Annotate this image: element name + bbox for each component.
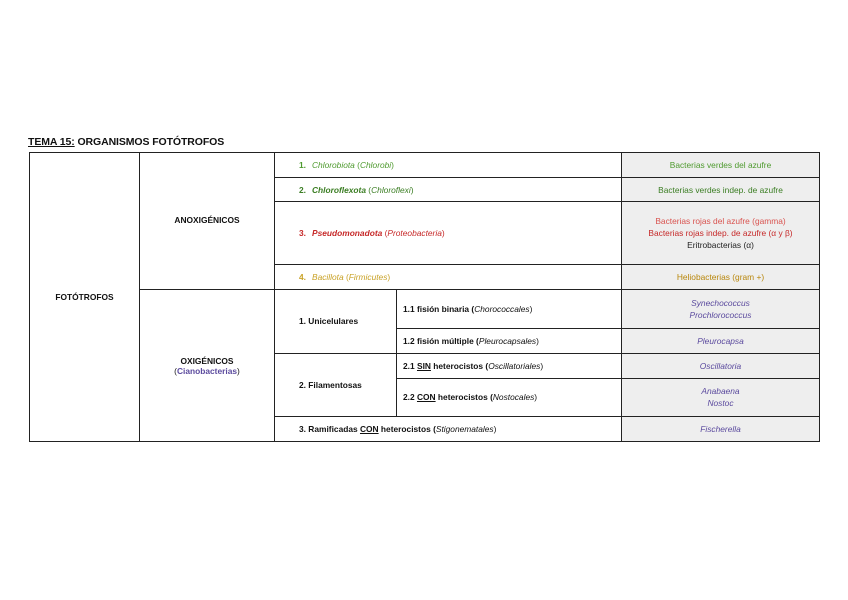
pseudomonadota-result: Bacterias rojas del azufre (gamma) Bacterias rojas indep. de azufre (α y β) Eritrobacterias (α) [622,202,820,265]
title-rest: ORGANISMOS FOTÓTROFOS [74,136,225,148]
pseudomonadota-cell: 3. Pseudomonadota (Proteobacteria) [275,202,622,265]
fototrofos-cell: FOTÓTROFOS [30,153,140,442]
chloroflexota-cell: 2. Chloroflexota (Chloroflexi) [275,178,622,202]
ramificadas-cell: 3. Ramificadas CON heterocistos (Stigonematales) [275,417,622,442]
sin-heterocistos-cell: 2.1 SIN heterocistos (Oscillatoriales) [397,353,622,378]
unicelulares-cell: 1. Unicelulares [275,290,397,354]
table-row [30,290,820,328]
bacillota-result: Heliobacterias (gram +) [622,265,820,290]
chlorobiota-result: Bacterias verdes del azufre [622,153,820,178]
fision-binaria-cell: 1.1 fisión binaria (Chorococcales) [397,290,622,329]
fision-multiple-result: Pleurocapsa [622,328,820,353]
con-heterocistos-result: Anabaena Nostoc [622,378,820,417]
fision-multiple-cell: 1.2 fisión múltiple (Pleurocapsales) [397,328,622,353]
fision-binaria-result: Synechococcus Prochlorococcus [622,290,820,329]
sin-heterocistos-result: Oscillatoria [622,353,820,378]
con-heterocistos-cell: 2.2 CON heterocistos (Nostocales) [397,378,622,417]
filamentosas-cell: 2. Filamentosas [275,353,397,417]
table-row [30,153,820,178]
chlorobiota-cell: 1. Chlorobiota (Chlorobi) [275,153,622,178]
ramificadas-result: Fischerella [622,417,820,442]
anoxigenicos-cell: ANOXIGÉNICOS [140,153,275,290]
page-title [28,136,224,148]
phototroph-table [29,152,820,442]
title-tema: TEMA 15: [28,136,75,148]
chloroflexota-result: Bacterias verdes indep. de azufre [622,178,820,202]
oxigenicos-cell: OXIGÉNICOS (Cianobacterias) [140,290,275,442]
bacillota-cell: 4. Bacillota (Firmicutes) [275,265,622,290]
